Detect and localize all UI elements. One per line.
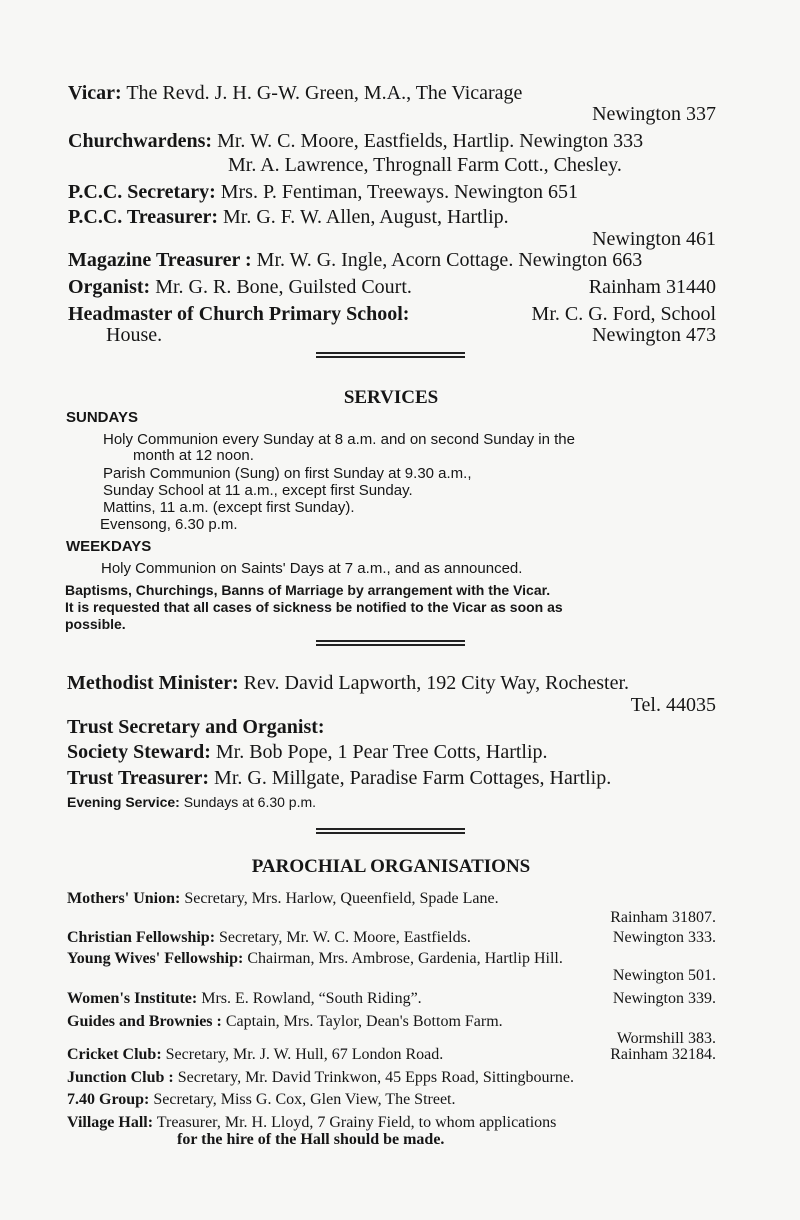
evening-service-text: Sundays at 6.30 p.m.: [183, 794, 317, 810]
mothers-union-phone: Rainham 31807.: [610, 909, 716, 926]
junction-label: Junction Club :: [67, 1069, 174, 1086]
cricket-line: [67, 1046, 443, 1064]
divider: [316, 352, 465, 358]
guides-phone: Wormshill 383.: [616, 1030, 716, 1047]
services-note-line-3: possible.: [65, 616, 126, 632]
services-note-line-2: It is requested that all cases of sickness be notified to the Vicar as soon as: [65, 599, 563, 615]
methodist-minister-line: [67, 672, 629, 694]
young-wives-label: Young Wives' Fellowship:: [67, 950, 244, 967]
group-740-text: Secretary, Miss G. Cox, Glen View, The Street.: [153, 1091, 456, 1108]
weekdays-heading: WEEKDAYS: [66, 538, 152, 555]
pcc-treasurer-line: [68, 206, 509, 228]
organisations-heading: PAROCHIAL ORGANISATIONS: [251, 856, 531, 877]
womens-institute-label: Women's Institute:: [67, 990, 198, 1007]
trust-treasurer-line: [67, 767, 611, 789]
organist-line: [68, 276, 412, 298]
headmaster-line: [68, 303, 716, 325]
evening-service-label: Evening Service:: [67, 794, 180, 810]
organist-label: Organist:: [68, 276, 151, 298]
magazine-treasurer-label: Magazine Treasurer :: [68, 249, 252, 271]
young-wives-phone: Newington 501.: [612, 967, 716, 984]
methodist-minister-text: Rev. David Lapworth, 192 City Way, Rochester.: [243, 672, 630, 694]
pcc-treasurer-text: Mr. G. F. W. Allen, August, Hartlip.: [223, 206, 509, 228]
trust-treasurer-label: Trust Treasurer:: [67, 767, 210, 789]
methodist-minister-phone: Tel. 44035: [630, 694, 716, 716]
womens-institute-phone: Newington 339.: [612, 990, 716, 1007]
trust-secretary-label: Trust Secretary and Organist:: [67, 716, 325, 738]
guides-text: Captain, Mrs. Taylor, Dean's Bottom Farm.: [225, 1013, 503, 1030]
divider: [316, 828, 465, 834]
sundays-line-2: month at 12 noon.: [133, 447, 254, 464]
village-hall-label: Village Hall:: [67, 1114, 154, 1131]
churchwardens-line: [68, 130, 643, 152]
churchwardens-line1: Mr. W. C. Moore, Eastfields, Hartlip. Newington 333: [217, 130, 644, 152]
cricket-label: Cricket Club:: [67, 1046, 162, 1063]
evening-service-line: [67, 794, 316, 811]
society-steward-text: Mr. Bob Pope, 1 Pear Tree Cotts, Hartlip.: [215, 741, 548, 763]
sundays-line-5: Mattins, 11 a.m. (except first Sunday).: [103, 499, 355, 516]
cricket-text: Secretary, Mr. J. W. Hull, 67 London Road.: [165, 1046, 444, 1063]
sundays-line-4: Sunday School at 11 a.m., except first Sunday.: [103, 482, 413, 499]
pcc-secretary-text: Mrs. P. Fentiman, Treeways. Newington 651: [220, 181, 578, 203]
sundays-line-3: Parish Communion (Sung) on first Sunday at 9.30 a.m.,: [103, 465, 472, 482]
village-hall-line2: for the hire of the Hall should be made.: [177, 1131, 445, 1148]
pcc-treasurer-label: P.C.C. Treasurer:: [68, 206, 218, 228]
society-steward-line: [67, 741, 548, 763]
mothers-union-text: Secretary, Mrs. Harlow, Queenfield, Spade Lane.: [184, 890, 499, 907]
divider: [316, 640, 465, 646]
headmaster-label: Headmaster of Church Primary School:: [68, 303, 410, 325]
junction-line: [67, 1069, 574, 1087]
vicar-label: Vicar:: [68, 82, 122, 104]
vicar-text: The Revd. J. H. G-W. Green, M.A., The Vicarage: [126, 82, 523, 104]
weekdays-line-1: Holy Communion on Saints' Days at 7 a.m., and as announced.: [101, 560, 523, 577]
sundays-line-1: Holy Communion every Sunday at 8 a.m. and on second Sunday in the: [103, 431, 575, 448]
sundays-heading: SUNDAYS: [66, 409, 138, 426]
sundays-line-6: Evensong, 6.30 p.m.: [100, 516, 238, 533]
guides-label: Guides and Brownies :: [67, 1013, 222, 1030]
society-steward-label: Society Steward:: [67, 741, 211, 763]
village-hall-text: Treasurer, Mr. H. Lloyd, 7 Grainy Field, to whom applications: [156, 1114, 557, 1131]
headmaster-text: Mr. C. G. Ford, School: [531, 303, 716, 325]
vicar-phone: Newington 337: [592, 103, 716, 125]
guides-line: [67, 1013, 503, 1031]
magazine-treasurer-text: Mr. W. G. Ingle, Acorn Cottage. Newington 663: [256, 249, 643, 271]
churchwardens-label: Churchwardens:: [68, 130, 213, 152]
young-wives-line: [67, 950, 563, 968]
junction-text: Secretary, Mr. David Trinkwon, 45 Epps Road, Sittingbourne.: [177, 1069, 574, 1086]
headmaster-phone: Newington 473: [592, 324, 716, 346]
young-wives-text: Chairman, Mrs. Ambrose, Gardenia, Hartlip Hill.: [247, 950, 563, 967]
organist-phone: Rainham 31440: [588, 276, 716, 298]
methodist-minister-label: Methodist Minister:: [67, 672, 239, 694]
vicar-line: [68, 82, 522, 104]
village-hall-line: [67, 1114, 556, 1132]
magazine-treasurer-line: [68, 249, 642, 271]
mothers-union-line: [67, 890, 499, 908]
trust-treasurer-text: Mr. G. Millgate, Paradise Farm Cottages, Hartlip.: [214, 767, 612, 789]
christian-fellowship-line: [67, 929, 471, 947]
christian-fellowship-label: Christian Fellowship:: [67, 929, 216, 946]
pcc-secretary-label: P.C.C. Secretary:: [68, 181, 216, 203]
organist-text: Mr. G. R. Bone, Guilsted Court.: [155, 276, 412, 298]
group-740-line: [67, 1091, 455, 1109]
pcc-secretary-line: [68, 181, 578, 203]
churchwardens-line2: Mr. A. Lawrence, Thrognall Farm Cott., Chesley.: [228, 154, 622, 176]
cricket-phone: Rainham 32184.: [610, 1046, 716, 1063]
services-note-line-1: Baptisms, Churchings, Banns of Marriage by arrangement with the Vicar.: [65, 582, 551, 598]
group-740-label: 7.40 Group:: [67, 1091, 150, 1108]
headmaster-line2: House.: [106, 324, 163, 346]
pcc-treasurer-phone: Newington 461: [592, 228, 716, 250]
christian-fellowship-phone: Newington 333.: [612, 929, 716, 946]
christian-fellowship-text: Secretary, Mr. W. C. Moore, Eastfields.: [219, 929, 471, 946]
mothers-union-label: Mothers' Union:: [67, 890, 181, 907]
womens-institute-line: [67, 990, 422, 1008]
services-heading: SERVICES: [343, 387, 439, 408]
womens-institute-text: Mrs. E. Rowland, “South Riding”.: [201, 990, 422, 1007]
